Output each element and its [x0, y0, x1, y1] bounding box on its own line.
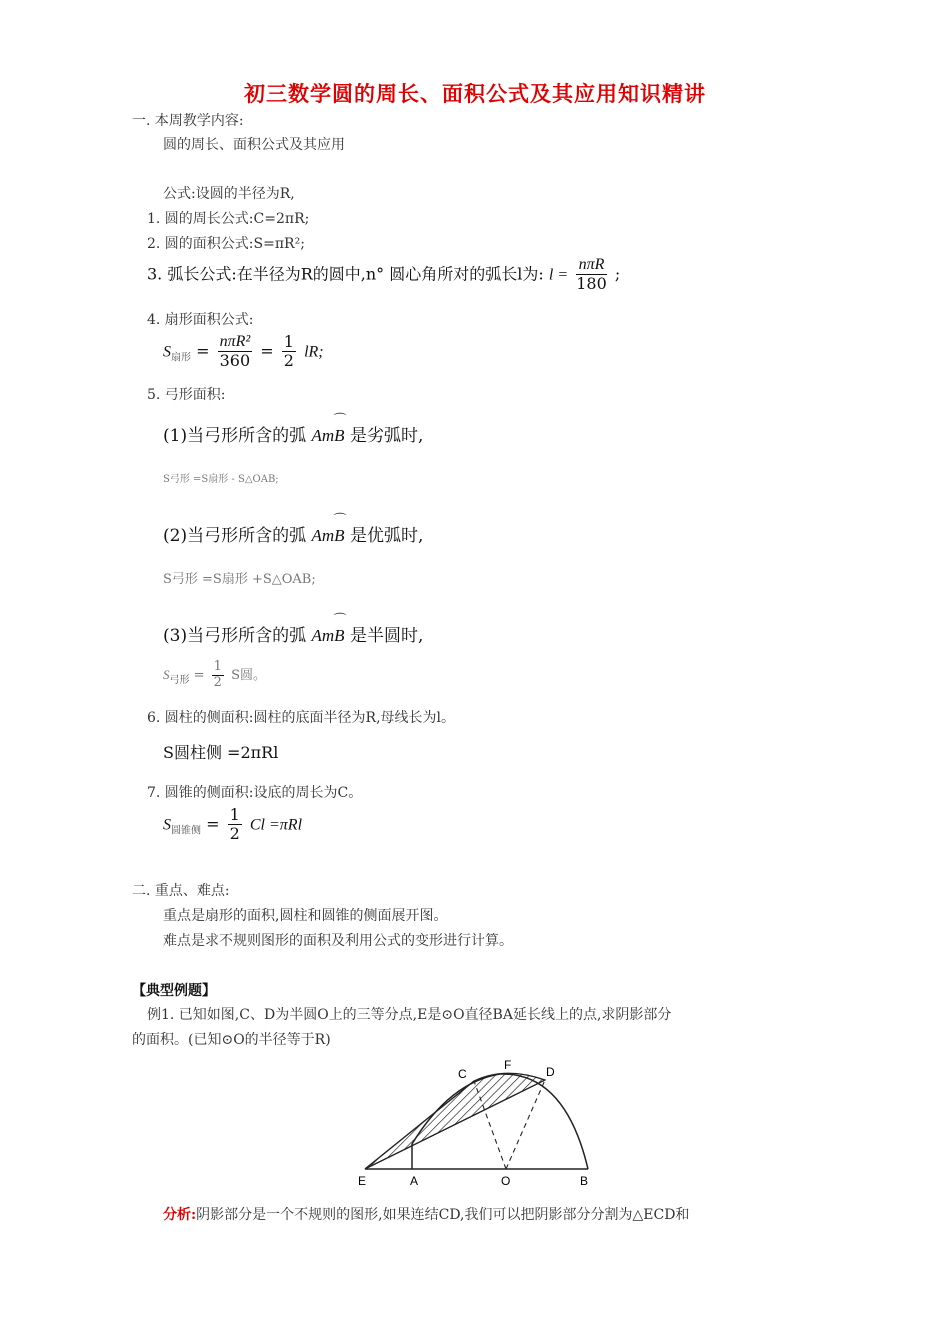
section2-heading: 二. 重点、难点: [132, 883, 230, 899]
sector-area-denominator-1: 360 [219, 351, 251, 371]
cone-tail: Cl =πRl [249, 816, 303, 834]
segment-case-3-numerator: 1 [213, 659, 222, 674]
analysis-paragraph [163, 1204, 689, 1224]
sector-area-denominator-2: 2 [283, 351, 294, 371]
arc-label: AmB [311, 626, 345, 645]
arc-length-numerator: nπR [576, 256, 607, 275]
label-F: F [504, 1058, 512, 1072]
label-E: E [358, 1174, 367, 1188]
area-formula: 2. 圆的面积公式:S=πR²; [147, 236, 305, 252]
section1-heading: 一. 本周教学内容: [132, 113, 244, 129]
segment-case-1-text: (1)当弓形所含的弧 [163, 426, 307, 446]
examples-heading: 【典型例题】 [132, 983, 216, 999]
sector-area-numerator-1: nπR² [218, 333, 253, 352]
formula-intro: 公式:设圆的半径为R, [163, 186, 295, 202]
cylinder-heading: 6. 圆柱的侧面积:圆柱的底面半径为R,母线长为l。 [147, 710, 455, 726]
arc-mark-icon: ⌒ [333, 513, 347, 528]
sector-area-S: S [163, 343, 171, 361]
sector-area-sub: 扇形 [171, 352, 191, 364]
arc-mark-icon: ⌒ [333, 613, 347, 628]
sector-area-fraction-1 [218, 333, 253, 371]
cylinder-formula: S圆柱侧 =2πRl [163, 743, 279, 762]
label-D: D [546, 1065, 555, 1079]
arc-length-lhs: l = [548, 266, 569, 284]
cone-heading: 7. 圆锥的侧面积:设底的周长为C。 [147, 785, 363, 801]
segment-case-3-fraction [212, 660, 224, 691]
segment-case-3-end: 是半圆时, [349, 626, 424, 646]
sector-area-fraction-2 [282, 333, 296, 371]
segment-case-1-formula: S弓形 =S扇形 - S△OAB; [163, 474, 279, 485]
arc-AmB-3 [311, 613, 347, 646]
segment-case-2-formula: S弓形 =S扇形 +S△OAB; [163, 572, 316, 587]
sector-area-heading: 4. 扇形面积公式: [147, 312, 254, 328]
cone-S: S [163, 816, 171, 834]
arc-label: AmB [311, 526, 345, 545]
arc-label: AmB [311, 426, 345, 445]
segment-case-2-end: 是优弧时, [349, 526, 424, 546]
segment-case-3 [163, 613, 424, 646]
segment-case-3-tail: S圆。 [231, 667, 266, 683]
arc-length-end: ; [614, 264, 621, 284]
cone-denominator: 2 [229, 824, 240, 844]
arc-mark-icon: ⌒ [333, 413, 347, 428]
label-O: O [501, 1174, 511, 1188]
segment-case-3-sub: 弓形 [169, 674, 190, 686]
segment-case-2 [163, 513, 424, 546]
difficult-point: 难点是求不规则图形的面积及利用公式的变形进行计算。 [163, 933, 513, 949]
arc-AmB-2 [311, 513, 347, 546]
shaded-region [365, 1073, 545, 1169]
segment-case-2-text: (2)当弓形所含的弧 [163, 526, 307, 546]
cone-numerator: 1 [229, 805, 240, 824]
cone-fraction [228, 806, 242, 844]
label-B: B [580, 1174, 589, 1188]
example1-line2: 的面积。(已知⊙O的半径等于R) [132, 1032, 331, 1048]
segment-case-3-S: S [163, 666, 170, 682]
arc-length-text: 3. 弧长公式:在半径为R的圆中,n° 圆心角所对的弧长l为: [147, 264, 544, 284]
cone-sub: 圆锥侧 [171, 825, 201, 837]
circumference-formula: 1. 圆的周长公式:C=2πR; [147, 211, 310, 227]
segment-case-1 [163, 413, 424, 446]
arc-AmB-1 [311, 413, 347, 446]
arc-length-formula [147, 256, 620, 294]
segment-case-3-denominator: 2 [213, 674, 222, 690]
arc-length-denominator: 180 [576, 274, 607, 294]
semicircle-figure [340, 1052, 620, 1192]
section1-topic: 圆的周长、面积公式及其应用 [163, 137, 345, 153]
label-C: C [458, 1067, 467, 1081]
analysis-label: 分析: [163, 1207, 197, 1223]
label-A: A [410, 1174, 419, 1188]
sector-area-tail: lR; [304, 343, 324, 361]
line-EC [365, 1081, 474, 1169]
segment-case-3-text: (3)当弓形所含的弧 [163, 626, 307, 646]
arc-length-fraction [576, 256, 607, 294]
sector-area-formula: $S_{扇形}$ = $\frac{\text{nπR²}}{360}$ = $\frac{1}{2}$ lR; [163, 332, 324, 371]
analysis-text: 阴影部分是一个不规则的图形,如果连结CD,我们可以把阴影部分分割为△ECD和 [196, 1207, 690, 1223]
page-title: 初三数学圆的周长、面积公式及其应用知识精讲 [244, 82, 706, 106]
key-point: 重点是扇形的面积,圆柱和圆锥的侧面展开图。 [163, 908, 448, 924]
segment-area-heading: 5. 弓形面积: [147, 387, 226, 403]
segment-case-3-formula: $S_{弓形}$ = $\frac{1}{2}$ S圆。 [163, 659, 266, 690]
example1-line1: 例1. 已知如图,C、D为半圆O上的三等分点,E是⊙O直径BA延长线上的点,求阴影部分 [147, 1007, 672, 1023]
segment-case-1-end: 是劣弧时, [349, 426, 424, 446]
cone-formula: $S_{圆锥侧}$ = $\frac{1}{2}$ Cl =πRl [163, 805, 303, 844]
sector-area-numerator-2: 1 [283, 332, 294, 351]
